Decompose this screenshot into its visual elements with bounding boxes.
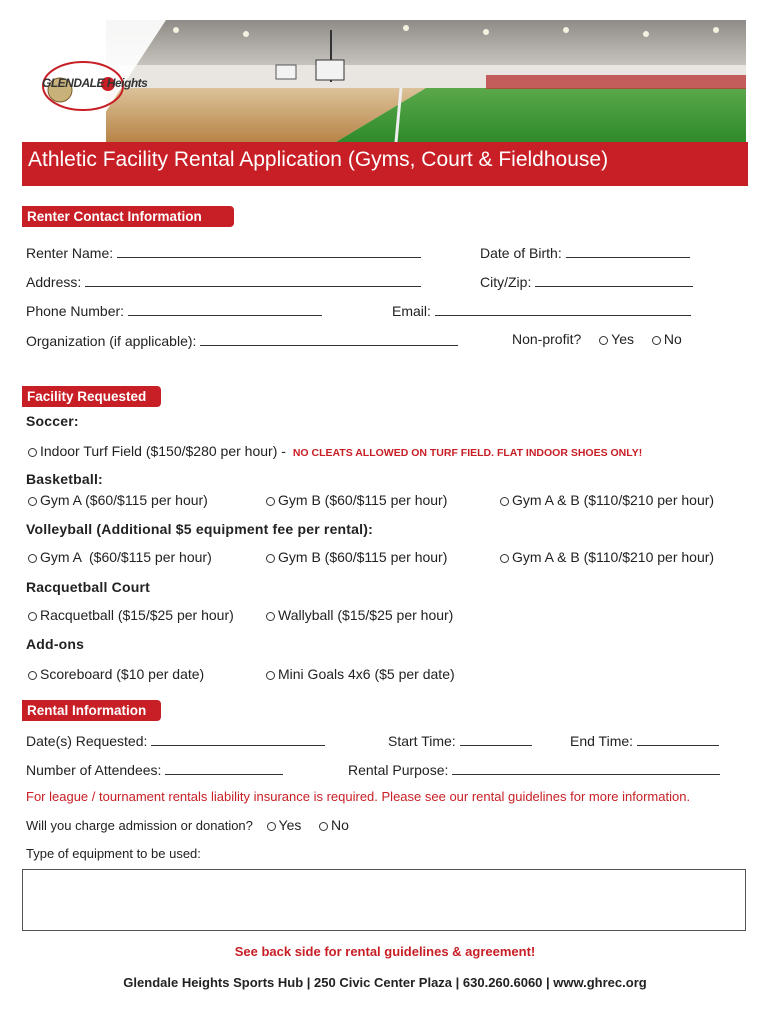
basketball-heading: Basketball: xyxy=(26,471,103,487)
dob-field[interactable] xyxy=(566,243,690,258)
radio-icon[interactable] xyxy=(28,497,37,506)
insurance-note: For league / tournament rentals liability insurance is required. Please see our rental guidelines for more information. xyxy=(26,789,691,804)
organization-field[interactable] xyxy=(200,331,458,346)
dates-label: Date(s) Requested: xyxy=(26,733,148,749)
volleyball-gym-ab-option[interactable] xyxy=(500,549,714,565)
attendees-label: Number of Attendees: xyxy=(26,762,162,778)
radio-icon[interactable] xyxy=(500,554,509,563)
see-back-note: See back side for rental guidelines & agreement! xyxy=(234,944,536,959)
footer-contact: Glendale Heights Sports Hub | 250 Civic Center Plaza | 630.260.6060 | www.ghrec.org xyxy=(123,975,647,990)
radio-icon[interactable] xyxy=(652,336,661,345)
admission-yes-option[interactable] xyxy=(267,817,302,833)
wallyball-option[interactable] xyxy=(266,607,453,623)
basketball-gym-a-option[interactable] xyxy=(28,492,208,508)
rental-section-badge: Rental Information xyxy=(22,700,161,721)
nonprofit-yes-option[interactable] xyxy=(599,331,634,347)
nonprofit-no-option[interactable] xyxy=(652,331,682,347)
admission-row xyxy=(26,817,349,833)
nonprofit-yes-label: Yes xyxy=(611,331,634,347)
soccer-warning: NO CLEATS ALLOWED ON TURF FIELD. FLAT INDOOR SHOES ONLY! xyxy=(292,447,643,459)
phone-row xyxy=(26,301,322,319)
address-row xyxy=(26,272,421,290)
option-label: Gym A & B ($110/$210 per hour) xyxy=(512,549,715,565)
soccer-turf-option[interactable] xyxy=(28,443,642,459)
attendees-field[interactable] xyxy=(165,760,283,775)
admission-no-option[interactable] xyxy=(319,817,349,833)
cityzip-label: City/Zip: xyxy=(480,274,532,290)
radio-icon[interactable] xyxy=(500,497,509,506)
basketball-gym-b-option[interactable] xyxy=(266,492,447,508)
address-field[interactable] xyxy=(85,272,421,287)
nonprofit-row xyxy=(512,331,682,347)
dates-field[interactable] xyxy=(151,731,325,746)
start-time-field[interactable] xyxy=(460,731,532,746)
equipment-label: Type of equipment to be used: xyxy=(26,846,201,861)
renter-section-badge: Renter Contact Information xyxy=(22,206,234,227)
racquetball-heading: Racquetball Court xyxy=(26,579,150,595)
equipment-textbox[interactable] xyxy=(22,869,746,931)
option-label: Scoreboard ($10 per date) xyxy=(40,666,205,682)
option-label: Gym A ($60/$115 per hour) xyxy=(40,549,212,565)
nonprofit-label: Non-profit? xyxy=(512,331,582,347)
radio-icon[interactable] xyxy=(28,448,37,457)
logo-text: GLENDALE Heights xyxy=(42,76,148,90)
radio-icon[interactable] xyxy=(28,612,37,621)
dob-row xyxy=(480,243,690,261)
renter-name-field[interactable] xyxy=(117,243,421,258)
address-label: Address: xyxy=(26,274,82,290)
renter-name-label: Renter Name: xyxy=(26,245,114,261)
organization-label: Organization (if applicable): xyxy=(26,333,197,349)
renter-name-row xyxy=(26,243,421,261)
racquetball-option[interactable] xyxy=(28,607,234,623)
end-time-label: End Time: xyxy=(570,733,634,749)
option-label: Mini Goals 4x6 ($5 per date) xyxy=(278,666,455,682)
addons-heading: Add-ons xyxy=(26,636,85,652)
end-time-row xyxy=(570,731,719,749)
phone-field[interactable] xyxy=(128,301,322,316)
volleyball-heading: Volleyball (Additional $5 equipment fee per rental): xyxy=(26,521,373,537)
radio-icon[interactable] xyxy=(267,822,276,831)
purpose-field[interactable] xyxy=(452,760,720,775)
cityzip-field[interactable] xyxy=(535,272,693,287)
scoreboard-option[interactable] xyxy=(28,666,204,682)
radio-icon[interactable] xyxy=(599,336,608,345)
admission-yes-label: Yes xyxy=(278,817,302,833)
volleyball-gym-a-option[interactable] xyxy=(28,549,212,565)
dates-row xyxy=(26,731,325,749)
option-label: Wallyball ($15/$25 per hour) xyxy=(278,607,454,623)
email-row xyxy=(392,301,691,319)
phone-label: Phone Number: xyxy=(26,303,125,319)
header-photo xyxy=(26,20,746,142)
mini-goals-option[interactable] xyxy=(266,666,455,682)
admission-label: Will you charge admission or donation? xyxy=(26,818,253,833)
radio-icon[interactable] xyxy=(266,554,275,563)
facility-section-badge: Facility Requested xyxy=(22,386,161,407)
attendees-row xyxy=(26,760,283,778)
soccer-turf-label: Indoor Turf Field ($150/$280 per hour) - xyxy=(40,443,286,459)
nonprofit-no-label: No xyxy=(663,331,682,347)
email-field[interactable] xyxy=(435,301,691,316)
dob-label: Date of Birth: xyxy=(480,245,562,261)
radio-icon[interactable] xyxy=(266,497,275,506)
radio-icon[interactable] xyxy=(266,671,275,680)
admission-no-label: No xyxy=(331,817,349,833)
option-label: Gym A ($60/$115 per hour) xyxy=(40,492,208,508)
radio-icon[interactable] xyxy=(266,612,275,621)
end-time-field[interactable] xyxy=(637,731,719,746)
purpose-label: Rental Purpose: xyxy=(348,762,449,778)
start-time-label: Start Time: xyxy=(388,733,456,749)
option-label: Gym A & B ($110/$210 per hour) xyxy=(512,492,715,508)
purpose-row xyxy=(348,760,720,778)
radio-icon[interactable] xyxy=(28,671,37,680)
title-bar xyxy=(22,142,748,186)
option-label: Gym B ($60/$115 per hour) xyxy=(278,492,448,508)
soccer-heading: Soccer: xyxy=(26,413,79,429)
option-label: Racquetball ($15/$25 per hour) xyxy=(40,607,234,623)
start-time-row xyxy=(388,731,532,749)
radio-icon[interactable] xyxy=(319,822,328,831)
volleyball-gym-b-option[interactable] xyxy=(266,549,447,565)
page-title: Athletic Facility Rental Application (Gyms, Court & Fieldhouse) xyxy=(28,148,609,171)
option-label: Gym B ($60/$115 per hour) xyxy=(278,549,448,565)
email-label: Email: xyxy=(392,303,431,319)
basketball-gym-ab-option[interactable] xyxy=(500,492,714,508)
organization-row xyxy=(26,331,458,349)
radio-icon[interactable] xyxy=(28,554,37,563)
cityzip-row xyxy=(480,272,693,290)
logo xyxy=(38,58,148,114)
